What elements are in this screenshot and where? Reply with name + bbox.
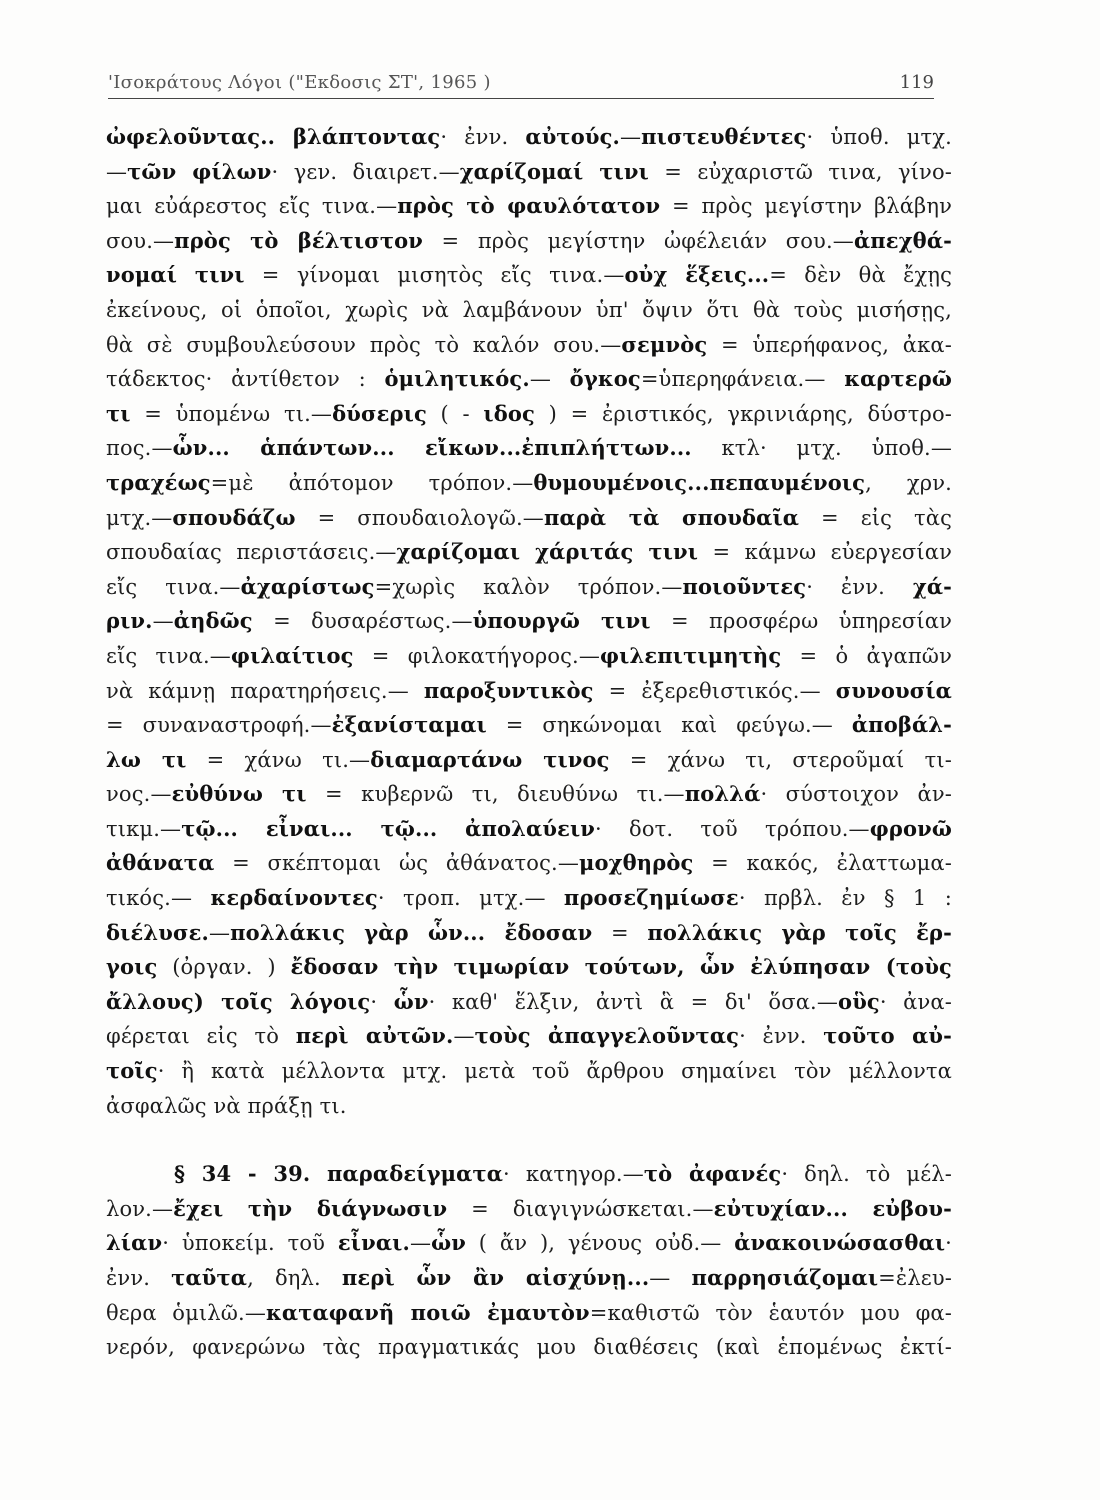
gloss-text: — bbox=[106, 159, 128, 184]
text-line bbox=[106, 1226, 952, 1261]
text-line bbox=[106, 604, 952, 639]
gloss-text: · καθ' ἕλξιν, ἀντὶ ἃ = δι' ὅσα.— bbox=[428, 989, 839, 1014]
lemma-term: τραχέως bbox=[106, 469, 211, 495]
gloss-text: — bbox=[620, 125, 642, 149]
lemma-term: περὶ αὐτῶν. bbox=[295, 1023, 454, 1049]
lemma-term: παρὰ τὰ σπουδαῖα bbox=[543, 504, 800, 530]
gloss-text: = σπουδαιολογῶ.— bbox=[295, 505, 544, 530]
gloss-text: = διαγιγνώσκεται.— bbox=[447, 1196, 714, 1221]
text-line bbox=[106, 916, 952, 951]
text-line bbox=[106, 708, 952, 743]
lemma-term: τῶν φίλων bbox=[127, 158, 272, 184]
gloss-text: · γεν. διαιρετ.— bbox=[271, 159, 460, 184]
lemma-term: κερδαίνοντες bbox=[210, 885, 378, 911]
lemma-term: ἄλλους) τοῖς λόγοις bbox=[106, 988, 371, 1014]
lemma-term: πολλάκις γὰρ ὧν... ἔδοσαν bbox=[230, 919, 593, 945]
lemma-term: οὐχ ἕξεις... bbox=[624, 262, 770, 288]
gloss-text: , χρν. bbox=[865, 470, 952, 495]
lemma-term: λω τι bbox=[106, 746, 187, 772]
lemma-term: σπουδάζω bbox=[172, 504, 296, 530]
lemma-term: αὐτούς. bbox=[525, 124, 620, 149]
lemma-term: διέλυσε. bbox=[106, 919, 209, 945]
lemma-term: δύσερις bbox=[332, 400, 427, 426]
gloss-text: μαι εὐάρεστος εἴς τινα.— bbox=[106, 194, 398, 219]
text-line bbox=[106, 155, 952, 190]
gloss-text: =χωρὶς καλὸν τρόπον.— bbox=[374, 574, 683, 599]
lemma-term: ἀηδῶς bbox=[173, 608, 253, 634]
gloss-text: (ὀργαν. ) bbox=[157, 955, 291, 980]
lemma-term: περὶ ὧν ἂν αἰσχύνῃ... bbox=[341, 1265, 650, 1290]
gloss-text: = προσφέρω ὑπηρεσίαν bbox=[650, 609, 952, 634]
text-line bbox=[106, 950, 952, 985]
lemma-term: ἐξανίσταμαι bbox=[331, 712, 487, 738]
text-line bbox=[106, 1089, 952, 1124]
text-line bbox=[106, 812, 952, 847]
lemma-term: πρὸς τὸ βέλτιστον bbox=[174, 227, 423, 253]
lemma-term: τοὺς ἀπαγγελοῦντας bbox=[474, 1023, 740, 1049]
text-line bbox=[106, 674, 952, 709]
gloss-text: =μὲ ἀπότομον τρόπον.— bbox=[210, 470, 534, 495]
gloss-text: · ὑποθ. μτχ. bbox=[806, 125, 952, 149]
lemma-term: παροξυντικὸς bbox=[423, 677, 594, 703]
text-line bbox=[106, 743, 952, 778]
lemma-term: φιλαίτιος bbox=[230, 642, 354, 668]
gloss-text: · ἐνν. bbox=[739, 1024, 824, 1049]
lemma-term: πολλά bbox=[684, 781, 761, 807]
gloss-text: = πρὸς μεγίστην βλάβην bbox=[660, 194, 952, 219]
gloss-text: =ὑπερηφάνεια.— bbox=[640, 367, 845, 392]
lemma-term: ἀνακοινώσασθαι bbox=[734, 1230, 946, 1256]
gloss-text: = ὑπομένω τι.— bbox=[130, 401, 333, 426]
gloss-text: μτχ.— bbox=[106, 505, 173, 530]
gloss-text: κτλ· μτχ. ὑποθ.— bbox=[691, 436, 952, 461]
gloss-text: , δηλ. bbox=[247, 1266, 342, 1290]
lemma-term: συνουσία bbox=[835, 677, 952, 703]
gloss-text: ( ἄν ), γένους οὐδ.— bbox=[465, 1231, 735, 1256]
lemma-term: χαρίζομαί τινι bbox=[459, 158, 649, 184]
text-line bbox=[106, 846, 952, 881]
gloss-text: λον.— bbox=[106, 1196, 174, 1221]
lemma-term: τοῖς bbox=[106, 1058, 158, 1084]
lemma-term: ἀθάνατα bbox=[106, 850, 215, 876]
text-line bbox=[106, 328, 952, 363]
gloss-text: — bbox=[209, 920, 231, 945]
gloss-text: = χάνω τι.— bbox=[186, 747, 371, 772]
lemma-term: παρρησιάζομαι bbox=[691, 1265, 879, 1290]
gloss-text: · δηλ. τὸ μέλ- bbox=[781, 1162, 952, 1187]
lemma-term: § 34 - 39. παραδείγματα bbox=[174, 1161, 504, 1187]
lemma-term: τὸ ἀφανές bbox=[643, 1161, 782, 1187]
gloss-text: · ὑποκείμ. τοῦ bbox=[162, 1231, 338, 1256]
gloss-text: φέρεται εἰς τὸ bbox=[106, 1024, 296, 1049]
lemma-term: ὑπουργῶ τινι bbox=[472, 608, 651, 634]
lemma-term: πιστευθέντες bbox=[641, 124, 807, 149]
text-line bbox=[106, 466, 952, 501]
gloss-text: ( - bbox=[426, 401, 484, 426]
lemma-term: ὄγκος bbox=[569, 366, 641, 392]
gloss-text: = σκέπτομαι ὡς ἀθάνατος.— bbox=[214, 851, 579, 876]
gloss-text: =ἐλευ- bbox=[878, 1266, 952, 1290]
lemma-term: ἔχει τὴν διάγνωσιν bbox=[173, 1195, 448, 1221]
lemma-term: ιδος bbox=[483, 400, 535, 426]
gloss-text: = πρὸς μεγίστην ὠφέλειάν σου.— bbox=[423, 228, 854, 253]
lemma-term: ποιοῦντες bbox=[682, 573, 807, 599]
lemma-term: πολλάκις γὰρ τοῖς ἔρ- bbox=[647, 919, 953, 945]
lemma-term: διαμαρτάνω τινος bbox=[370, 746, 610, 772]
gloss-text: νερόν, φανερώνω τὰς πραγματικάς μου διαθέσεις (καὶ ἑπομένως ἐκτί- bbox=[106, 1335, 952, 1360]
lemma-term: ὧν... ἁπάντων... εἴκων...ἐπιπλήττων... bbox=[172, 435, 692, 461]
lemma-term: καταφανῆ ποιῶ ἐμαυτὸν bbox=[266, 1299, 590, 1325]
gloss-text: = εἰς τὰς bbox=[799, 505, 953, 530]
gloss-text: — bbox=[409, 1231, 432, 1256]
text-line bbox=[106, 258, 952, 293]
lemma-term: σεμνὸς bbox=[621, 331, 708, 357]
lemma-term: χά- bbox=[912, 573, 952, 599]
text-line bbox=[106, 1330, 952, 1365]
text-line bbox=[106, 777, 952, 812]
gloss-text: · πρβλ. ἐν § 1 : bbox=[738, 886, 952, 911]
gloss-text: — bbox=[453, 1024, 475, 1049]
text-line bbox=[106, 431, 952, 466]
lemma-term: ὠφελοῦντας.. βλάπτοντας bbox=[106, 124, 441, 149]
gloss-text: = ὑπερήφανος, ἀκα- bbox=[707, 332, 952, 357]
gloss-text: σου.— bbox=[106, 228, 175, 253]
text-line bbox=[106, 362, 952, 397]
text-line bbox=[106, 535, 952, 570]
text-line bbox=[106, 293, 952, 328]
text-line bbox=[106, 397, 952, 432]
gloss-text: · ἀνα- bbox=[879, 989, 952, 1014]
gloss-text: = γίνομαι μισητὸς εἴς τινα.— bbox=[244, 263, 625, 288]
gloss-text: = κυβερνῶ τι, διευθύνω τι.— bbox=[306, 782, 685, 807]
lemma-term: θυμουμένοις...πεπαυμένοις bbox=[533, 469, 866, 495]
gloss-text: νὰ κάμνῃ παρατηρήσεις.— bbox=[106, 678, 424, 703]
lemma-term: ἀχαρίστως bbox=[240, 573, 375, 599]
lemma-term: τῷ... εἶναι... τῷ... ἀπολαύειν bbox=[181, 815, 596, 841]
text-line bbox=[106, 1296, 952, 1331]
text-line bbox=[106, 985, 952, 1020]
lemma-term: εὐτυχίαν... εὐβου- bbox=[713, 1195, 952, 1221]
lemma-term: πρὸς τὸ φαυλότατον bbox=[397, 193, 661, 219]
lemma-term: ὁμιλητικός. bbox=[384, 366, 530, 392]
gloss-text: ἐκείνους, οἱ ὁποῖοι, χωρὶς νὰ λαμβάνουν ὑπ' ὄψιν ὅτι θὰ τοὺς μισήσῃς, bbox=[106, 297, 952, 322]
gloss-text: · ἢ κατὰ μέλλοντα μτχ. μετὰ τοῦ ἄρθρου σημαίνει τὸν μέλλοντα bbox=[157, 1059, 952, 1084]
gloss-text: · bbox=[945, 1231, 952, 1256]
gloss-text: — bbox=[529, 367, 570, 392]
lemma-term: τοῦτο αὐ- bbox=[823, 1023, 953, 1049]
text-line bbox=[106, 224, 952, 259]
gloss-text: = συναναστροφή.— bbox=[106, 713, 332, 738]
gloss-text: = ἐξερεθιστικός.— bbox=[593, 678, 836, 703]
text-line bbox=[106, 639, 952, 674]
gloss-text: · δοτ. τοῦ τρόπου.— bbox=[595, 816, 870, 841]
paragraph-gap bbox=[106, 1123, 952, 1157]
lemma-term: εὐθύνω τι bbox=[171, 781, 307, 807]
gloss-text: = κάμνω εὐεργεσίαν bbox=[698, 540, 952, 565]
gloss-text: = δὲν θὰ ἔχῃς bbox=[769, 263, 952, 288]
text-line bbox=[106, 189, 952, 224]
lemma-term: προσεζημίωσε bbox=[563, 885, 739, 911]
lemma-term: ἔδοσαν τὴν τιμωρίαν τούτων, ὧν ἐλύπησαν (τοὺς bbox=[290, 954, 952, 980]
gloss-text: · κατηγορ.— bbox=[503, 1162, 644, 1187]
lemma-term: μοχθηρὸς bbox=[579, 850, 694, 876]
running-title: 'Ισοκράτους Λόγοι ("Εκδοσις ΣΤ', 1965 ) bbox=[108, 72, 491, 93]
lemma-term: λίαν bbox=[106, 1230, 163, 1256]
lemma-term: ταῦτα bbox=[171, 1265, 248, 1290]
gloss-text: = φιλοκατήγορος.— bbox=[353, 643, 601, 668]
gloss-text: εἴς τινα.— bbox=[106, 574, 241, 599]
gloss-text: = δυσαρέστως.— bbox=[252, 609, 473, 634]
lemma-term: νομαί τινι bbox=[106, 262, 245, 288]
gloss-text: · ἐνν. bbox=[440, 125, 526, 149]
gloss-text: — bbox=[152, 609, 174, 634]
gloss-text: τικμ.— bbox=[106, 816, 182, 841]
gloss-text: σπουδαίας περιστάσεις.— bbox=[106, 540, 397, 565]
lemma-term: τι bbox=[106, 400, 131, 426]
gloss-text: · τροπ. μτχ.— bbox=[377, 886, 564, 911]
lemma-term: εἶναι. bbox=[337, 1230, 410, 1256]
commentary-text bbox=[106, 120, 952, 1365]
text-line bbox=[106, 1054, 952, 1089]
text-line bbox=[106, 570, 952, 605]
gloss-text: τικός.— bbox=[106, 886, 211, 911]
gloss-text: = bbox=[592, 920, 648, 945]
lemma-term: ὧν bbox=[431, 1230, 466, 1256]
gloss-text: τάδεκτος· ἀντίθετον : bbox=[106, 367, 385, 392]
gloss-text: ἀσφαλῶς νὰ πράξῃ τι. bbox=[106, 1093, 347, 1118]
lemma-term: ὧν bbox=[393, 988, 429, 1014]
gloss-text: = κακός, ἐλαττωμα- bbox=[693, 851, 953, 876]
gloss-text: · σύστοιχον ἀν- bbox=[760, 782, 952, 807]
lemma-term: ριν. bbox=[106, 608, 153, 634]
gloss-text: θερα ὁμιλῶ.— bbox=[106, 1300, 266, 1325]
lemma-term: ἀποβάλ- bbox=[851, 712, 952, 738]
text-line bbox=[106, 881, 952, 916]
text-line bbox=[106, 1019, 952, 1054]
gloss-text: = εὐχαριστῶ τινα, γίνο- bbox=[648, 159, 952, 184]
page-number: 119 bbox=[899, 72, 934, 93]
gloss-text: νος.— bbox=[106, 782, 172, 807]
gloss-text: ἐνν. bbox=[106, 1266, 172, 1290]
gloss-text: = σηκώνομαι καὶ φεύγω.— bbox=[486, 713, 852, 738]
gloss-text: ) = ἐριστικός, γκρινιάρης, δύστρο- bbox=[534, 401, 952, 426]
gloss-text: =καθιστῶ τὸν ἑαυτόν μου φα- bbox=[589, 1300, 952, 1325]
lemma-term: ἀπεχθά- bbox=[853, 227, 952, 253]
lemma-term: φιλεπιτιμητὴς bbox=[600, 642, 782, 668]
text-line bbox=[106, 120, 952, 155]
gloss-text: — bbox=[649, 1266, 692, 1290]
gloss-text: πος.— bbox=[106, 436, 173, 461]
lemma-term: χαρίζομαι χάριτάς τινι bbox=[396, 539, 699, 565]
gloss-text: εἴς τινα.— bbox=[106, 643, 231, 668]
gloss-text: θὰ σὲ συμβουλεύσουν πρὸς τὸ καλόν σου.— bbox=[106, 332, 622, 357]
lemma-term: καρτερῶ bbox=[844, 366, 952, 392]
lemma-term: γοις bbox=[106, 954, 158, 980]
text-line bbox=[106, 1192, 952, 1227]
gloss-text: · bbox=[370, 989, 394, 1014]
running-header bbox=[108, 68, 934, 99]
text-line bbox=[106, 1157, 952, 1192]
text-line bbox=[106, 1261, 952, 1296]
text-line bbox=[106, 501, 952, 536]
gloss-text: = ὁ ἀγαπῶν bbox=[781, 643, 952, 668]
lemma-term: οὓς bbox=[838, 988, 880, 1014]
gloss-text: · ἐνν. bbox=[806, 574, 913, 599]
lemma-term: φρονῶ bbox=[869, 815, 953, 841]
gloss-text: = χάνω τι, στεροῦμαί τι- bbox=[609, 747, 952, 772]
